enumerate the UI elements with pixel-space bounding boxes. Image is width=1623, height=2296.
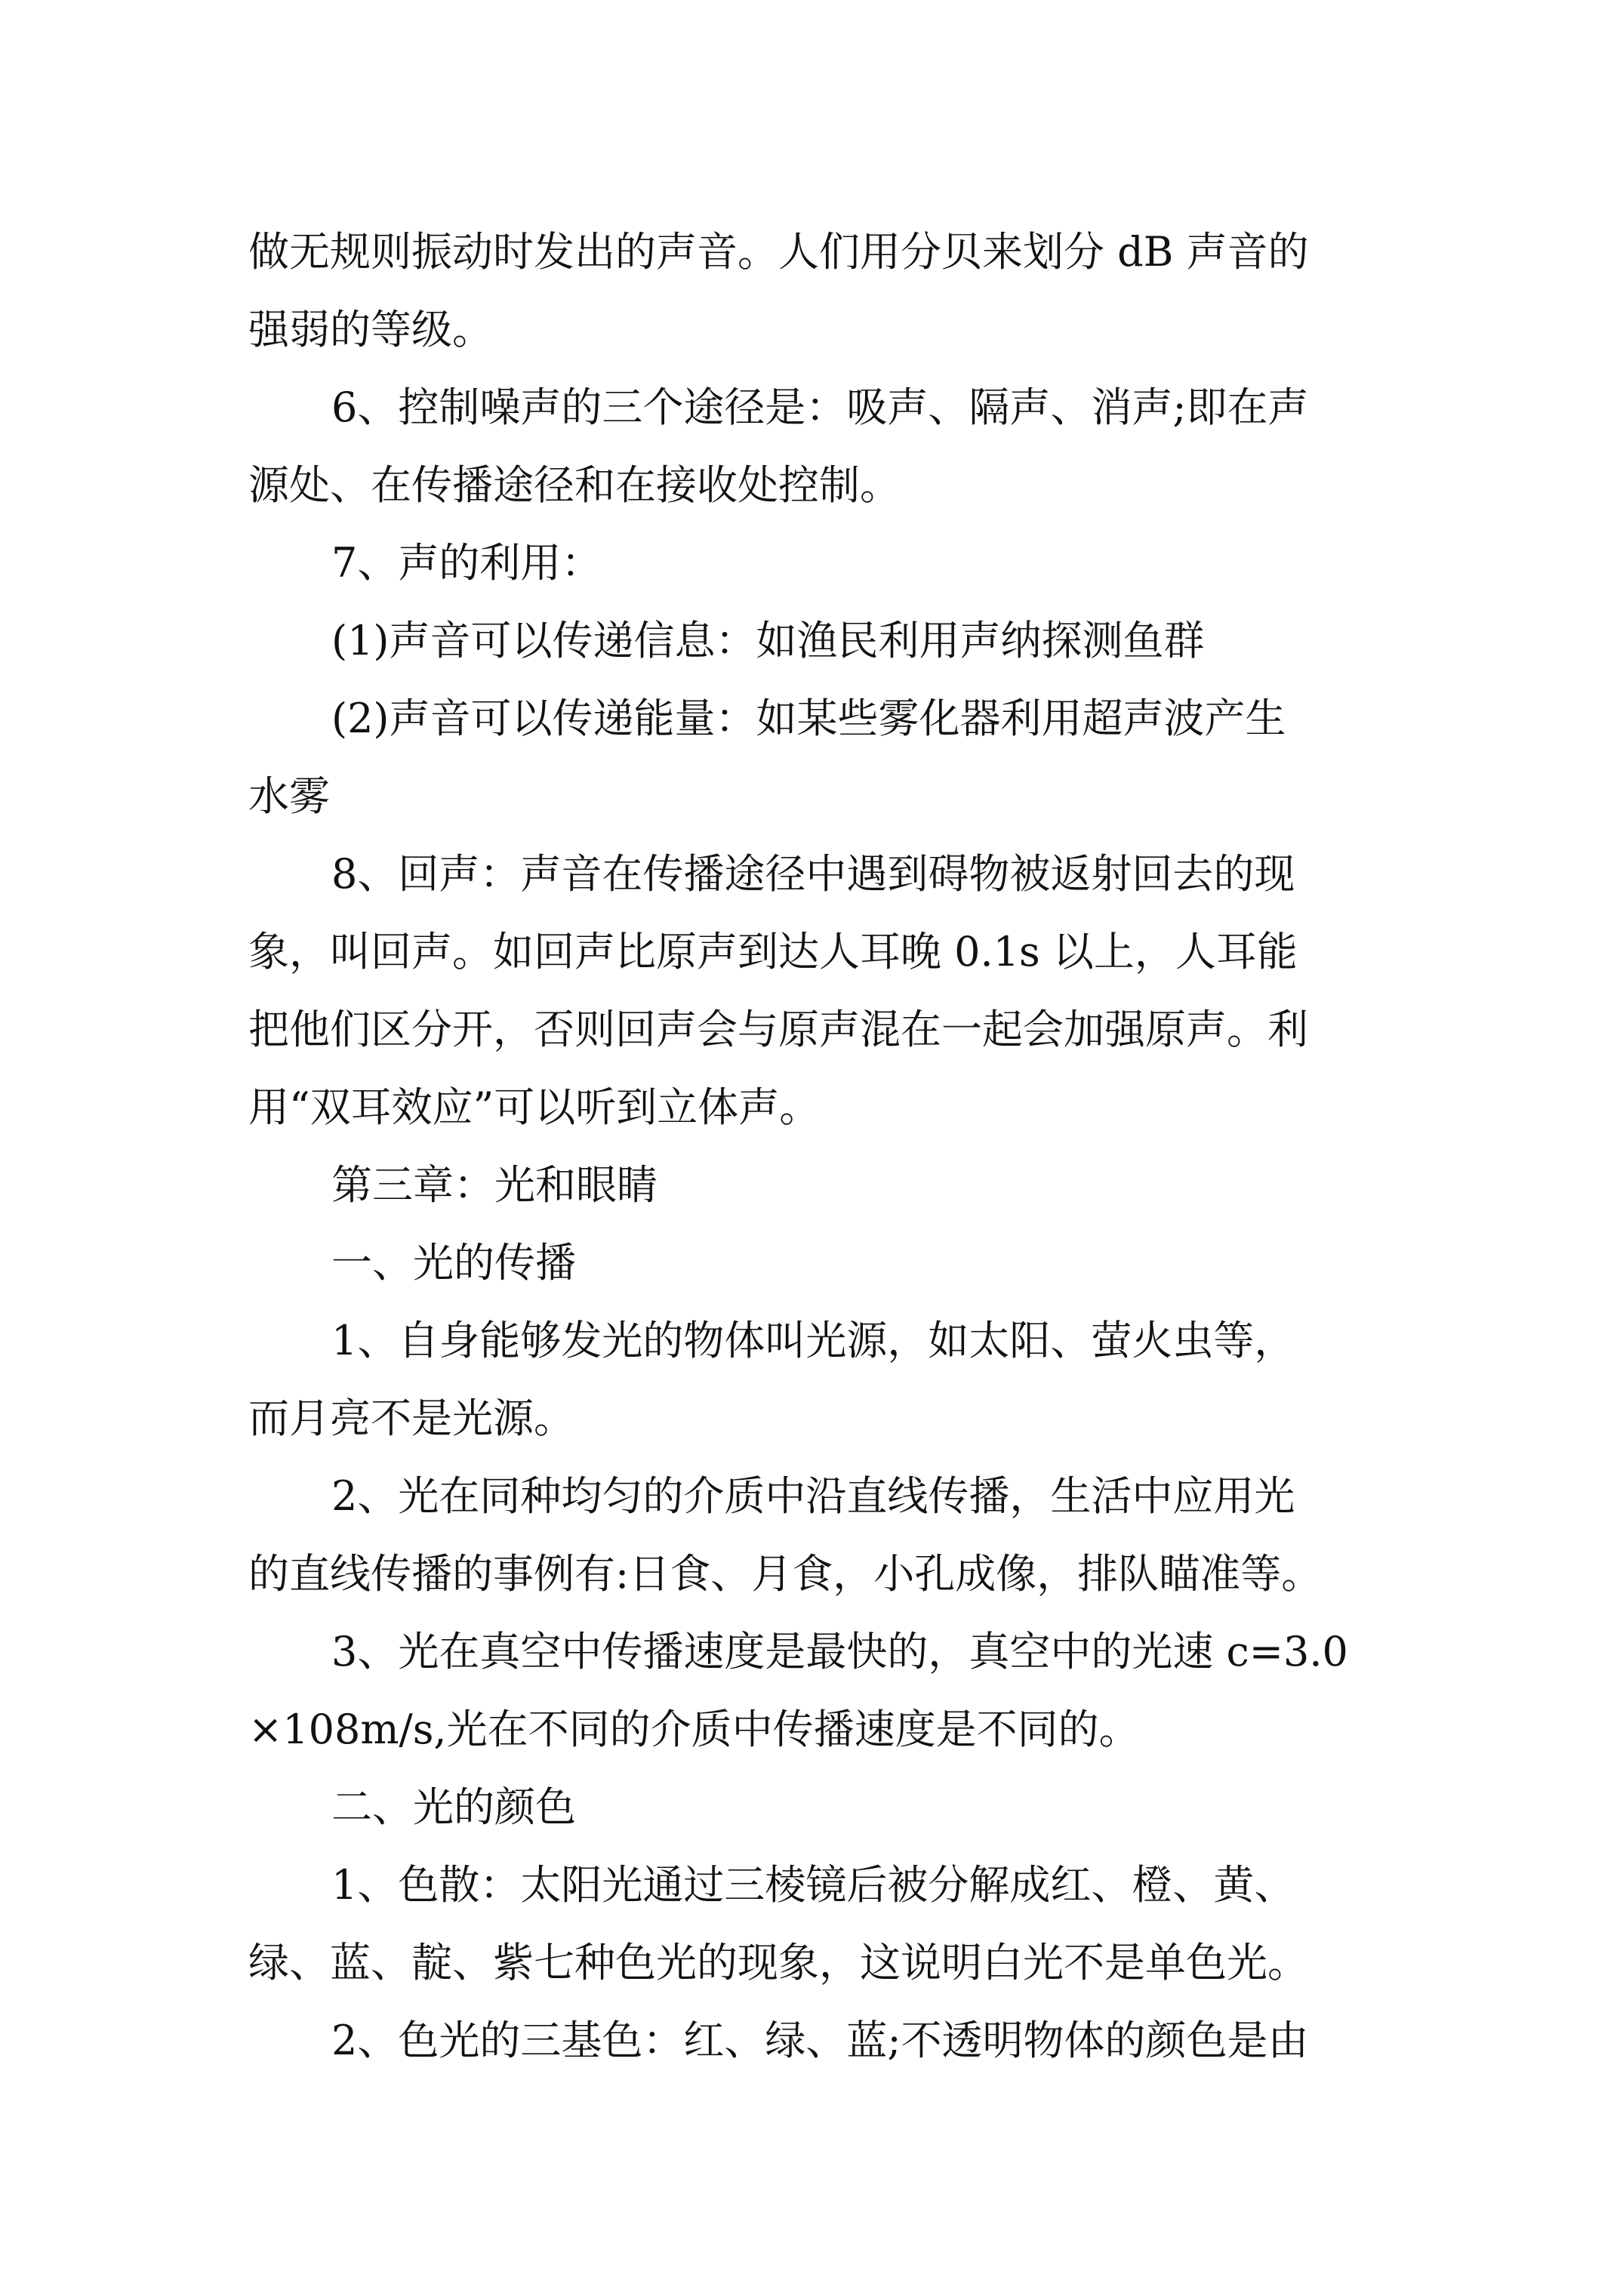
text-line: 1、色散：太阳光通过三棱镜后被分解成红、橙、黄、 <box>331 1861 1295 1909</box>
text-line: 强弱的等级。 <box>248 306 493 353</box>
text-line: 的直线传播的事例有:日食、月食，小孔成像，排队瞄准等。 <box>248 1550 1323 1598</box>
text-line: 把他们区分开，否则回声会与原声混在一起会加强原声。利 <box>248 1006 1308 1053</box>
text-line: 8、回声：声音在传播途径中遇到碍物被返射回去的现 <box>331 850 1295 898</box>
section-heading: 一、光的传播 <box>331 1239 576 1287</box>
document-body <box>248 213 1381 2079</box>
chapter-heading: 第三章：光和眼睛 <box>331 1161 658 1209</box>
text-line: 3、光在真空中传播速度是最快的，真空中的光速 c=3.0 <box>331 1628 1348 1675</box>
text-line: 水雾 <box>248 772 330 820</box>
text-line: 象，叫回声。如回声比原声到达人耳晚 0.1s 以上，人耳能 <box>248 928 1298 975</box>
text-line: (1)声音可以传递信息：如渔民利用声纳探测鱼群 <box>331 617 1205 664</box>
text-line: 6、控制噪声的三个途径是：吸声、隔声、消声;即在声 <box>331 384 1309 431</box>
text-line: 7、声的利用： <box>331 539 602 587</box>
text-line: 2、色光的三基色：红、绿、蓝;不透明物体的颜色是由 <box>331 2017 1309 2064</box>
text-line: (2)声音可以传递能量：如某些雾化器利用超声波产生 <box>331 695 1286 742</box>
text-line: 绿、蓝、靛、紫七种色光的现象，这说明白光不是单色光。 <box>248 1939 1308 1986</box>
text-line: 而月亮不是光源。 <box>248 1395 574 1442</box>
text-line: 2、光在同种均匀的介质中沿直线传播，生活中应用光 <box>331 1472 1295 1520</box>
text-line: 做无规则振动时发出的声音。人们用分贝来划分 dB 声音的 <box>248 228 1309 276</box>
section-heading: 二、光的颜色 <box>331 1783 576 1831</box>
text-line: 1、自身能够发光的物体叫光源，如太阳、萤火虫等， <box>331 1317 1295 1364</box>
text-line: 用“双耳效应”可以听到立体声。 <box>248 1083 821 1131</box>
text-line: ×108m/s,光在不同的介质中传播速度是不同的。 <box>248 1706 1140 1753</box>
text-line: 源处、在传播途径和在接收处控制。 <box>248 461 901 509</box>
